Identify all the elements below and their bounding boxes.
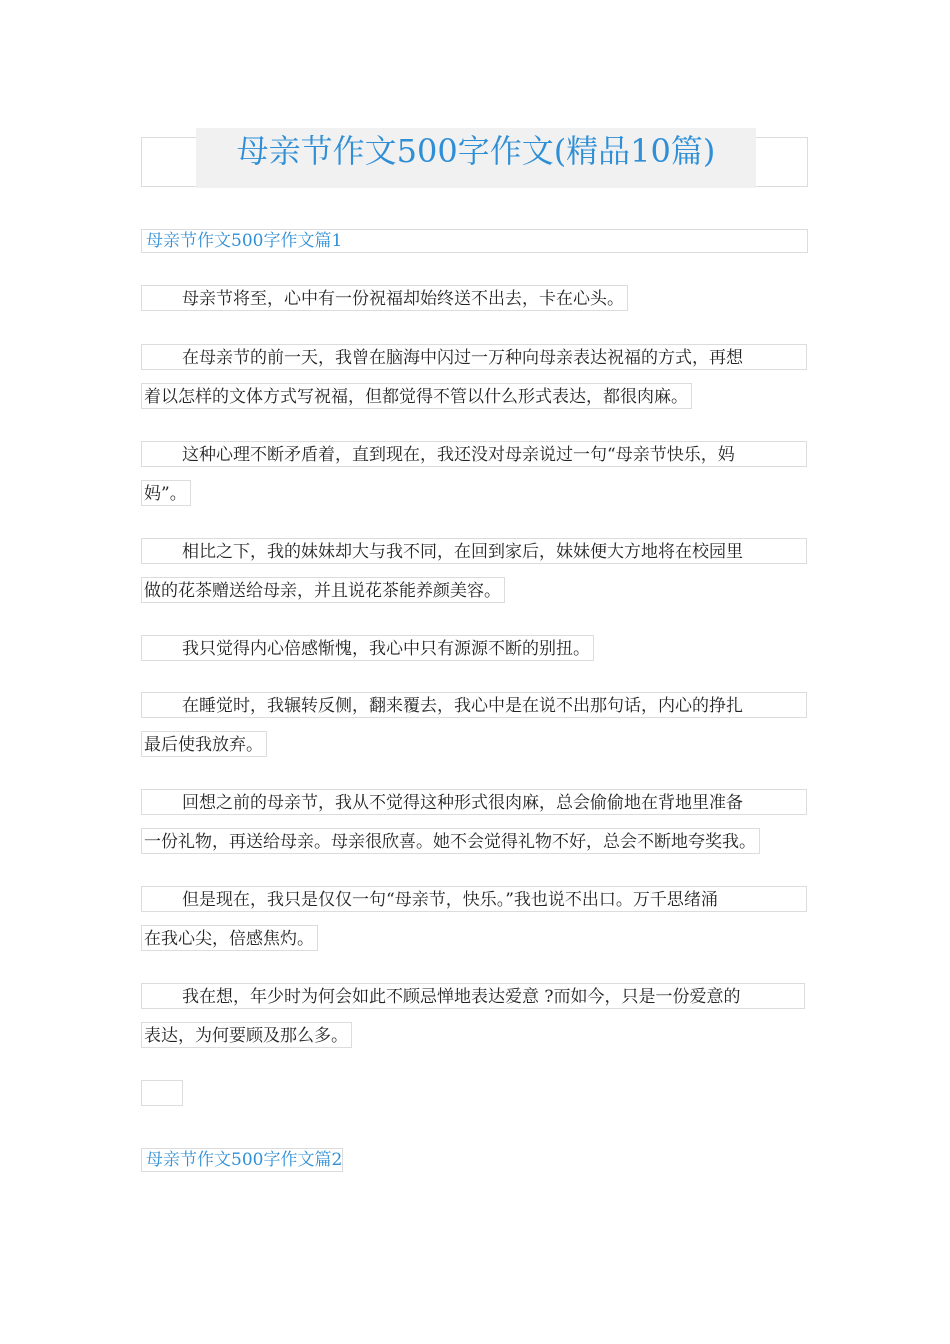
paragraph-line: 相比之下，我的妹妹却大与我不同，在回到家后，妹妹便大方地将在校园里 [141, 538, 807, 564]
paragraph-line: 在我心尖，倍感焦灼。 [141, 925, 318, 951]
paragraph-line: 着以怎样的文体方式写祝福，但都觉得不管以什么形式表达，都很肉麻。 [141, 383, 692, 409]
page-title: 母亲节作文500字作文(精品10篇) [196, 128, 756, 188]
paragraph-line: 做的花茶赠送给母亲，并且说花茶能养颜美容。 [141, 577, 505, 603]
paragraph-line: 在母亲节的前一天，我曾在脑海中闪过一万种向母亲表达祝福的方式，再想 [141, 344, 807, 370]
section-heading-1: 母亲节作文500字作文篇1 [141, 229, 808, 253]
paragraph-line: 这种心理不断矛盾着，直到现在，我还没对母亲说过一句“母亲节快乐，妈 [141, 441, 807, 467]
paragraph-line: 妈”。 [141, 480, 191, 506]
empty-paragraph-box [141, 1080, 183, 1106]
section-heading-2: 母亲节作文500字作文篇2 [141, 1148, 343, 1172]
paragraph-line: 表达，为何要顾及那么多。 [141, 1022, 352, 1048]
paragraph-line: 我在想，年少时为何会如此不顾忌惮地表达爱意 ?而如今，只是一份爱意的 [141, 983, 805, 1009]
paragraph-line: 在睡觉时，我辗转反侧，翻来覆去，我心中是在说不出那句话，内心的挣扎 [141, 692, 807, 718]
paragraph-line: 回想之前的母亲节，我从不觉得这种形式很肉麻，总会偷偷地在背地里准备 [141, 789, 807, 815]
paragraph-line: 最后使我放弃。 [141, 731, 267, 757]
paragraph-line: 一份礼物，再送给母亲。母亲很欣喜。她不会觉得礼物不好，总会不断地夸奖我。 [141, 828, 760, 854]
paragraph-line: 母亲节将至，心中有一份祝福却始终送不出去，卡在心头。 [141, 285, 628, 311]
paragraph-line: 但是现在，我只是仅仅一句“母亲节，快乐。”我也说不出口。万千思绪涌 [141, 886, 807, 912]
paragraph-line: 我只觉得内心倍感惭愧，我心中只有源源不断的别扭。 [141, 635, 594, 661]
